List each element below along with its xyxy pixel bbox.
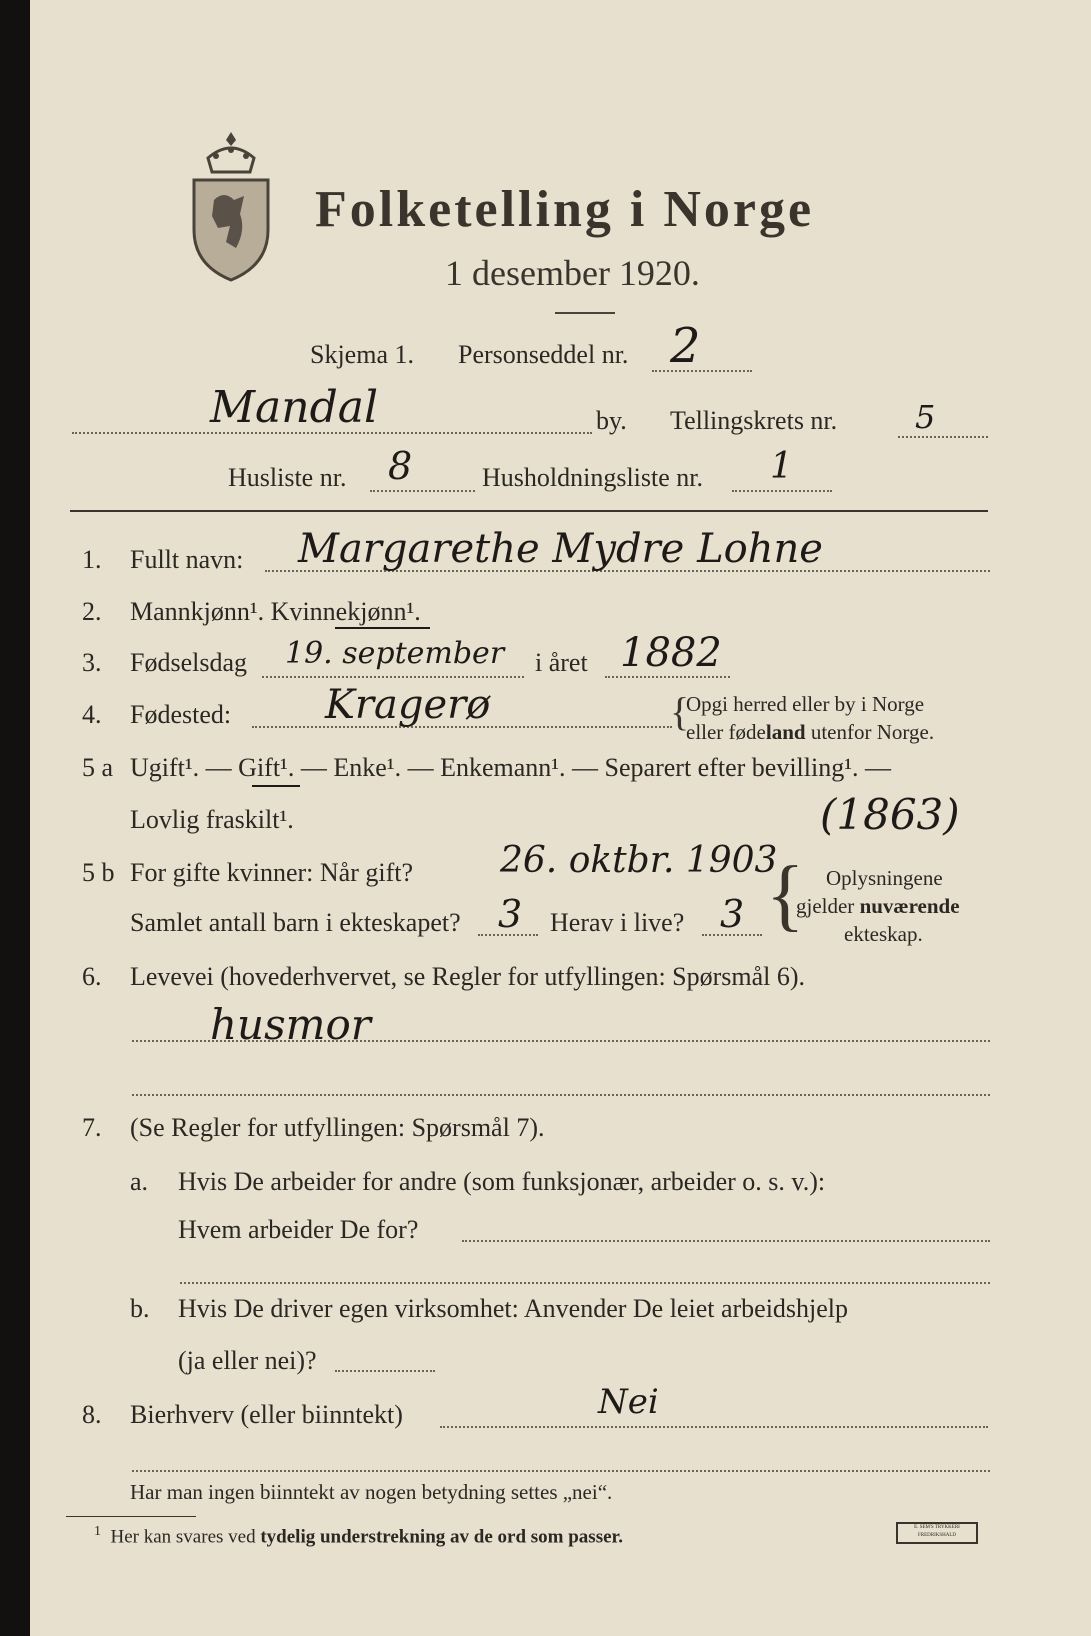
q7a-line2 — [180, 1282, 990, 1284]
husholdning-line — [732, 490, 832, 492]
q6-number: 6. — [82, 962, 102, 991]
q7-number: 7. — [82, 1113, 102, 1142]
census-form — [30, 0, 1091, 1636]
q3-year: 1882 — [620, 630, 722, 676]
q7b-letter: b. — [130, 1294, 150, 1323]
q5b-brace: { — [766, 851, 805, 939]
q1-value: Margarethe Mydre Lohne — [298, 526, 823, 572]
q5b-label-ilive: Herav i live? — [550, 908, 685, 937]
q8-label: Bierhverv (eller biinntekt) — [130, 1400, 403, 1429]
tellingskrets-value: 5 — [915, 398, 936, 436]
by-label: by. — [596, 406, 627, 435]
q6-line2 — [132, 1094, 990, 1096]
q5b-label-barn: Samlet antall barn i ekteskapet? — [130, 908, 461, 937]
footnote-divider — [66, 1516, 196, 1517]
footnote: $^1$ Her kan svares ved tydelig understrekning av de ord som passer. — [94, 1524, 623, 1548]
q5a-options: Ugift¹. — Gift¹. — Enke¹. — Enkemann¹. — Separert efter bevilling¹. — — [130, 753, 892, 782]
tellingskrets-line — [898, 436, 988, 438]
husliste-line — [370, 490, 475, 492]
q5b-number: 5 b — [82, 858, 115, 887]
by-value: Mandal — [210, 382, 379, 433]
husliste-label: Husliste nr. — [228, 463, 347, 492]
q5b-value-barn: 3 — [498, 892, 523, 936]
q1-label: Fullt navn: — [130, 545, 244, 574]
q2-underline — [335, 627, 430, 629]
q4-number: 4. — [82, 700, 102, 729]
q2-label: Mannkjønn¹. Kvinnekjønn¹. — [130, 597, 421, 626]
q8-number: 8. — [82, 1400, 102, 1429]
skjema-label: Skjema 1. — [310, 340, 414, 369]
q5a-gift-underline — [252, 785, 300, 787]
q7b-label2: (ja eller nei)? — [178, 1346, 317, 1375]
husliste-value: 8 — [388, 444, 413, 488]
header-divider — [70, 510, 988, 512]
q4-brace: { — [670, 689, 690, 734]
q6-line1 — [132, 1040, 990, 1042]
q7b-label1: Hvis De driver egen virksomhet: Anvender De leiet arbeidshjelp — [178, 1294, 849, 1323]
q7a-label2: Hvem arbeider De for? — [178, 1215, 419, 1244]
personseddel-line — [652, 370, 752, 372]
q8-line — [440, 1426, 988, 1428]
form-title: Folketelling i Norge — [315, 181, 815, 238]
q2-number: 2. — [82, 597, 102, 626]
q3-number: 3. — [82, 648, 102, 677]
q8-line2 — [132, 1470, 990, 1472]
q5b-note-line1: Oplysningene — [826, 866, 943, 890]
q7b-line — [335, 1370, 435, 1372]
q3-label: Fødselsdag — [130, 648, 247, 677]
q3-value: 19. september — [285, 636, 505, 671]
q7a-label1: Hvis De arbeider for andre (som funksjonær, arbeider o. s. v.): — [178, 1167, 826, 1196]
q7a-letter: a. — [130, 1167, 149, 1196]
q5b-label-gift: For gifte kvinner: Når gift? — [130, 858, 414, 887]
tellingskrets-label: Tellingskrets nr. — [670, 406, 838, 435]
q5a-handnote: (1863) — [820, 790, 960, 839]
q6-label: Levevei (hovederhvervet, se Regler for utfyllingen: Spørsmål 6). — [130, 962, 806, 991]
q7-label: (Se Regler for utfyllingen: Spørsmål 7). — [130, 1113, 545, 1142]
printer-stamp: E. SEM'S TRYKKERI FREDRIKSHALD — [896, 1522, 978, 1544]
q4-note-line1: Opgi herred eller by i Norge — [686, 692, 925, 716]
footer-note: Har man ingen biinntekt av nogen betydning settes „nei“. — [130, 1480, 613, 1504]
q4-note-line2: eller fødeland utenfor Norge. — [686, 720, 935, 744]
husholdning-value: 1 — [770, 446, 793, 487]
q5b-value-gift: 26. oktbr. 1903 — [500, 840, 778, 881]
husholdning-label: Husholdningsliste nr. — [482, 463, 704, 492]
q8-value: Nei — [598, 1382, 659, 1422]
personseddel-label: Personseddel nr. — [458, 340, 629, 369]
q5b-note-line2: gjelder nuværende — [796, 894, 960, 918]
personseddel-value: 2 — [670, 318, 701, 374]
q5b-note-line3: ekteskap. — [844, 922, 923, 946]
q7a-line1 — [462, 1240, 990, 1242]
q4-value: Kragerø — [325, 682, 491, 728]
q3-year-label: i året — [535, 648, 588, 677]
title-divider — [555, 312, 615, 314]
census-date: 1 desember 1920. — [445, 253, 700, 293]
q6-value: husmor — [210, 1000, 371, 1049]
q5a-fraskilt: Lovlig fraskilt¹. — [130, 805, 294, 834]
q3-line — [262, 676, 524, 678]
q5b-value-ilive: 3 — [720, 892, 745, 936]
q5a-number: 5 a — [82, 753, 114, 782]
q4-label: Fødested: — [130, 700, 232, 729]
q1-number: 1. — [82, 545, 102, 574]
coat-of-arms-icon — [190, 130, 272, 282]
q3-year-line — [605, 676, 730, 678]
